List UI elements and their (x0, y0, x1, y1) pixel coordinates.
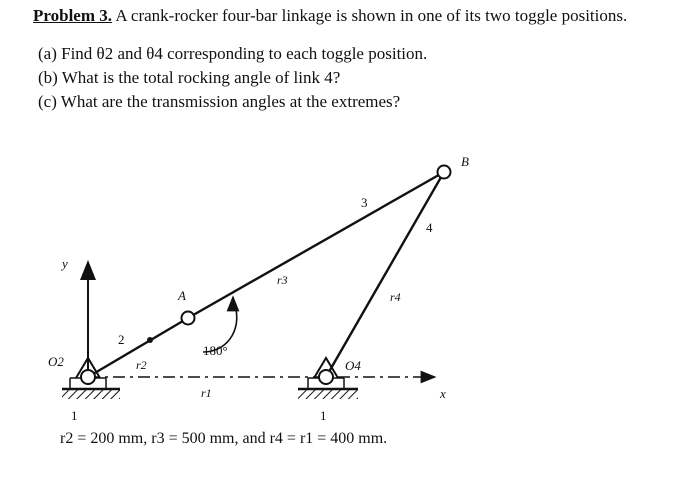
question-c: (c) What are the transmission angles at the extremes? (38, 92, 401, 111)
question-a: (a) Find θ2 and θ4 corresponding to each toggle position. (38, 44, 428, 63)
o2-label: O2 (48, 354, 64, 369)
angle-label: 180° (203, 343, 228, 358)
joint-o4 (319, 370, 333, 384)
link-3-number: 3 (361, 195, 368, 210)
point-a-label: A (178, 288, 186, 303)
r3-label: r3 (277, 273, 288, 287)
r4-label: r4 (390, 290, 401, 304)
link-4 (326, 172, 444, 377)
y-axis-label: y (62, 256, 68, 271)
link-2-number: 2 (118, 332, 125, 347)
r2-vector-dot (147, 337, 153, 343)
problem-statement: A crank-rocker four-bar linkage is shown in one of its two toggle positions. (115, 6, 628, 25)
joint-o2 (81, 370, 95, 384)
point-b-label: B (461, 154, 469, 169)
r2-label: r2 (136, 358, 147, 372)
given-dimensions: r2 = 200 mm, r3 = 500 mm, and r4 = r1 = 400 mm. (60, 430, 388, 447)
link-4-number: 4 (426, 220, 433, 235)
r1-label: r1 (201, 386, 212, 400)
joint-b (438, 166, 451, 179)
ground-left-label: 1 (71, 408, 78, 423)
joint-a (182, 312, 195, 325)
x-axis-label: x (440, 386, 446, 401)
question-b: (b) What is the total rocking angle of link 4? (38, 68, 341, 87)
problem-heading: Problem 3. (33, 6, 113, 25)
link-3 (188, 172, 444, 318)
o4-label: O4 (345, 358, 361, 373)
ground-right-label: 1 (320, 408, 327, 423)
